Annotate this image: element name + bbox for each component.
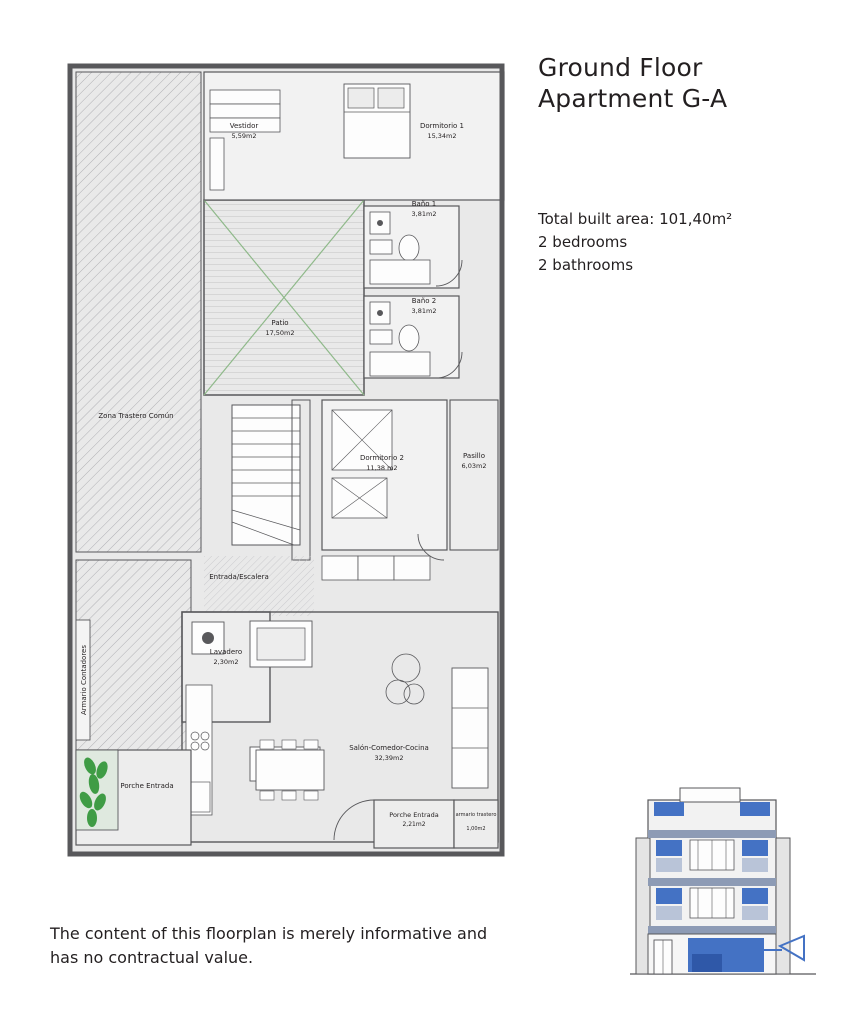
disclaimer-line-1: The content of this floorplan is merely informative and: [50, 924, 488, 943]
label-bedroom-1-area: 15,34m2: [427, 132, 457, 140]
label-entrance-stair: Entrada/Escalera: [209, 573, 269, 581]
label-bathroom-1-area: 3,81m2: [411, 210, 437, 218]
closet-band: [322, 556, 430, 580]
building-elevation-thumbnail: [628, 778, 818, 978]
label-hallway: Pasillo: [463, 452, 485, 460]
spec-total-area: Total built area: 101,40m²: [538, 210, 733, 228]
stairs: [232, 400, 310, 560]
label-patio: Patio: [271, 319, 289, 327]
label-porch-left: Porche Entrada: [120, 782, 174, 790]
label-patio-area: 17,50m2: [265, 329, 295, 337]
spec-bathrooms: 2 bathrooms: [538, 256, 634, 274]
label-hallway-area: 6,03m2: [461, 462, 487, 470]
label-vestidor: Vestidor: [229, 122, 259, 130]
spec-bedrooms: 2 bedrooms: [538, 233, 628, 251]
label-living-area: 32,39m2: [374, 754, 404, 762]
plan-title-line-1: Ground Floor: [538, 53, 703, 82]
plan-title: [538, 52, 838, 114]
label-vestidor-area: 5,59m2: [231, 132, 257, 140]
room-patio: [204, 200, 364, 395]
plan-specs: [538, 208, 838, 277]
label-storage-cabinet-area: 1,00m2: [466, 826, 486, 832]
plan-title-line-2: Apartment G-A: [538, 84, 728, 113]
label-bathroom-2-area: 3,81m2: [411, 307, 437, 315]
label-storage-cabinet: armario trastero: [455, 812, 497, 818]
label-living: Salón-Comedor-Cocina: [349, 744, 429, 752]
label-bathroom-2: Baño 2: [411, 297, 437, 305]
label-porch-right-area: 2,21m2: [402, 821, 426, 828]
label-common-storage: Zona Trastero Común: [98, 412, 174, 420]
room-bedroom-2: [322, 400, 447, 550]
label-laundry: Lavadero: [209, 648, 243, 656]
disclaimer-line-2: has no contractual value.: [50, 948, 254, 967]
disclaimer: [50, 922, 570, 970]
room-porch-left: [76, 750, 191, 845]
label-bedroom-2: Dormitorio 2: [359, 454, 405, 462]
floorplan-drawing: [64, 60, 508, 860]
label-meter-cabinet: Armario Contadores: [80, 644, 88, 716]
label-bedroom-2-area: 11,38 m2: [366, 464, 398, 472]
label-porch-right: Porche Entrada: [389, 811, 439, 819]
label-bedroom-1: Dormitorio 1: [419, 122, 465, 130]
label-laundry-area: 2,30m2: [213, 658, 239, 666]
zone-entrance-stair: [204, 556, 314, 616]
label-bathroom-1: Baño 1: [411, 200, 437, 208]
room-bathroom-1: [364, 206, 459, 288]
room-hallway: [450, 400, 498, 550]
